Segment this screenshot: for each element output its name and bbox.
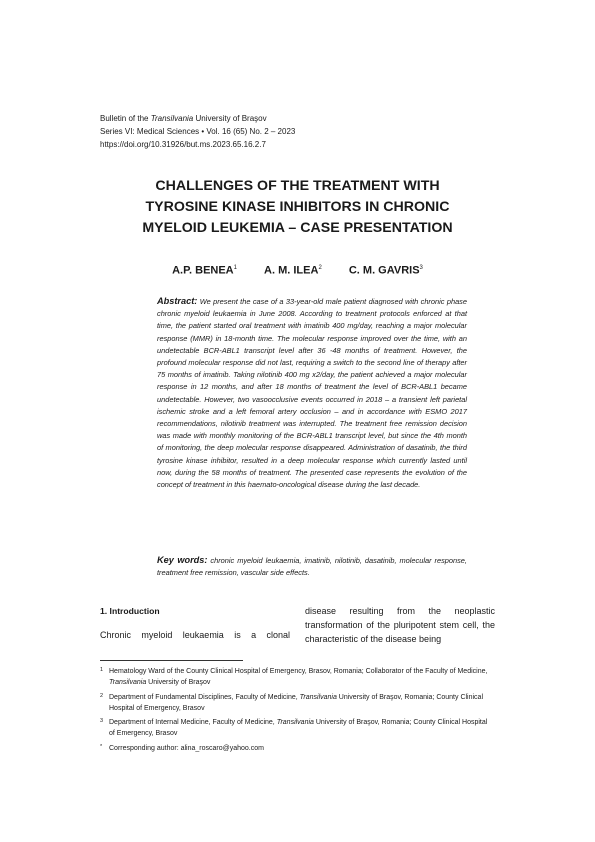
section-heading-introduction: 1. Introduction xyxy=(100,606,160,616)
abstract xyxy=(157,295,467,491)
journal-header xyxy=(100,112,295,151)
footnote-2: 2 Department of Fundamental Disciplines, Faculty of Medicine, Transilvania University of Braşov, Romania; County Clinical Hospital of Emergency, Brasov xyxy=(100,692,484,712)
abstract-text: We present the case of a 33-year-old male patient diagnosed with chronic phase chronic myeloid leukaemia in June 2008. According to treatment protocols enforced at that time, the patient started oral treatment with imatinib 400 mg/day, reaching a major molecular response (MMR) in 18-month time. The molecular response improved over the time, with an undetectable BCR-ABL1 transcript level after 36 -48 months of treatment. However, the profound molecular response did not last, requiring a switch to the second line of therapy after 75 months of imatinib. Taking nilotinib 400 mg x2/day, the patient achieved a major molecular response in 12 months, and after 18 months of treatment the level of BCR-ABL1 became undetectable. However, two vasoocclusive events occurred in 2018 – a transient left parietal ischemic stroke and a left femoral artery occlusion – and in accordance with ESMO 2017 recommendations, nilotinib treatment was interrupted. The treatment free remission decision was made with monthly monitoring of the BCR-ABL1 transcript level, but since the 4th month of monitoring, the deep molecular response disappeared. Administration of dasatinib, the third tyrosine kinase inhibitor, resulted in a deep molecular response which currently lasted until now, during the 58 months of treatment. The presented case represents the evolution of the concept of treatment in this haemato-oncological disease during the last decade. xyxy=(157,297,467,490)
author-1-affiliation: 1 xyxy=(233,265,237,271)
abstract-label: Abstract: xyxy=(157,296,198,306)
keywords xyxy=(157,554,467,579)
keywords-label: Key words: xyxy=(157,555,208,565)
author-2-affiliation: 2 xyxy=(318,265,322,271)
title-line-1: CHALLENGES OF THE TREATMENT WITH xyxy=(155,178,440,194)
footnotes xyxy=(100,666,495,757)
author-1: A.P. BENEA$^1$ xyxy=(172,264,237,277)
introduction-text-left: Chronic myeloid leukaemia is a clonal xyxy=(100,630,290,640)
journal-series: Series VI: Medical Sciences • Vol. 16 (65) No. 2 – 2023 xyxy=(100,127,296,136)
footnote-corresponding: * Corresponding author: alina_roscaro@yahoo.com xyxy=(100,743,264,752)
author-list xyxy=(100,261,495,278)
title-line-3: MYELOID LEUKEMIA – CASE PRESENTATION xyxy=(142,220,453,236)
corresponding-author-email[interactable]: Corresponding author: alina_roscaro@yahoo.com xyxy=(109,744,264,752)
author-3: C. M. GAVRIS$^3$ xyxy=(348,264,423,277)
footnote-1: 1 Hematology Ward of the County Clinical Hospital of Emergency, Brasov, Romania; Collaborator of the Faculty of Medicine, Transilvania University of Braşov xyxy=(100,667,488,687)
doi-link[interactable]: https://doi.org/10.31926/but.ms.2023.65.16.2.7 xyxy=(100,140,266,149)
journal-name: Bulletin of the Transilvania University of Braşov xyxy=(100,114,267,123)
introduction-text-right: disease resulting from the neoplastic transformation of the pluripotent stem cell, the characteristic of the disease being xyxy=(305,606,495,644)
author-3-affiliation: 3 xyxy=(419,265,423,271)
footnote-3: 3 Department of Internal Medicine, Faculty of Medicine, Transilvania University of Braşov, Romania; County Clinical Hospital of Emergency, Brasov xyxy=(100,718,488,738)
keywords-text: chronic myeloid leukaemia, imatinib, nilotinib, dasatinib, molecular response, treatment free remission, vascular side effects. xyxy=(157,556,467,578)
footnote-divider xyxy=(100,660,243,661)
left-column xyxy=(100,604,290,642)
paper-title xyxy=(100,176,495,239)
author-2: A. M. ILEA$^2$ xyxy=(264,264,322,277)
title-line-2: TYROSINE KINASE INHIBITORS IN CHRONIC xyxy=(145,199,450,215)
right-column xyxy=(305,604,495,646)
